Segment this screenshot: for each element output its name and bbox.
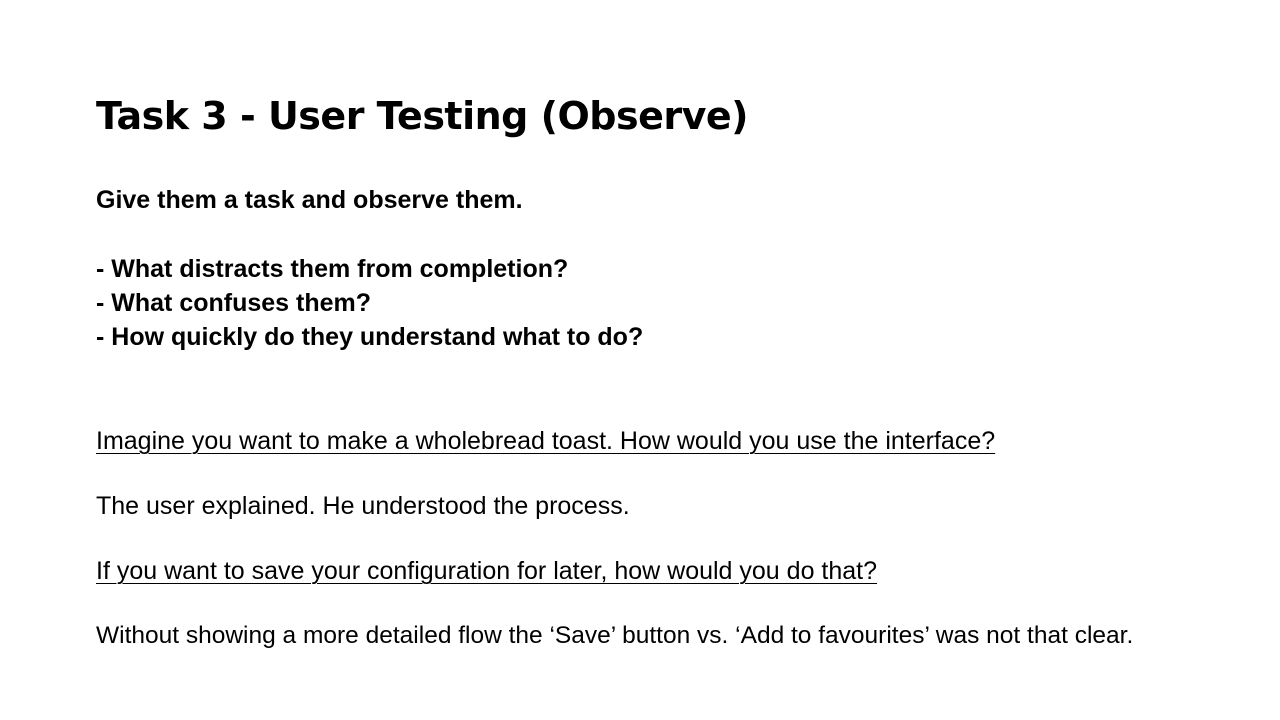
task-response-2: Without showing a more detailed flow the ‘Save’ button vs. ‘Add to favourites’ was not that clear. bbox=[96, 622, 1134, 649]
question-item: - What confuses them? bbox=[96, 289, 372, 317]
intro-text: Give them a task and observe them. bbox=[96, 186, 523, 214]
task-prompt-2: If you want to save your configuration for later, how would you do that? bbox=[96, 557, 878, 585]
task-response-1: The user explained. He understood the process. bbox=[96, 492, 630, 520]
task-prompt-1: Imagine you want to make a wholebread toast. How would you use the interface? bbox=[96, 427, 996, 455]
observation-questions bbox=[96, 252, 643, 354]
question-item: - How quickly do they understand what to do? bbox=[96, 323, 644, 351]
question-item: - What distracts them from completion? bbox=[96, 255, 569, 283]
slide-title: Task 3 - User Testing (Observe) bbox=[96, 94, 749, 138]
